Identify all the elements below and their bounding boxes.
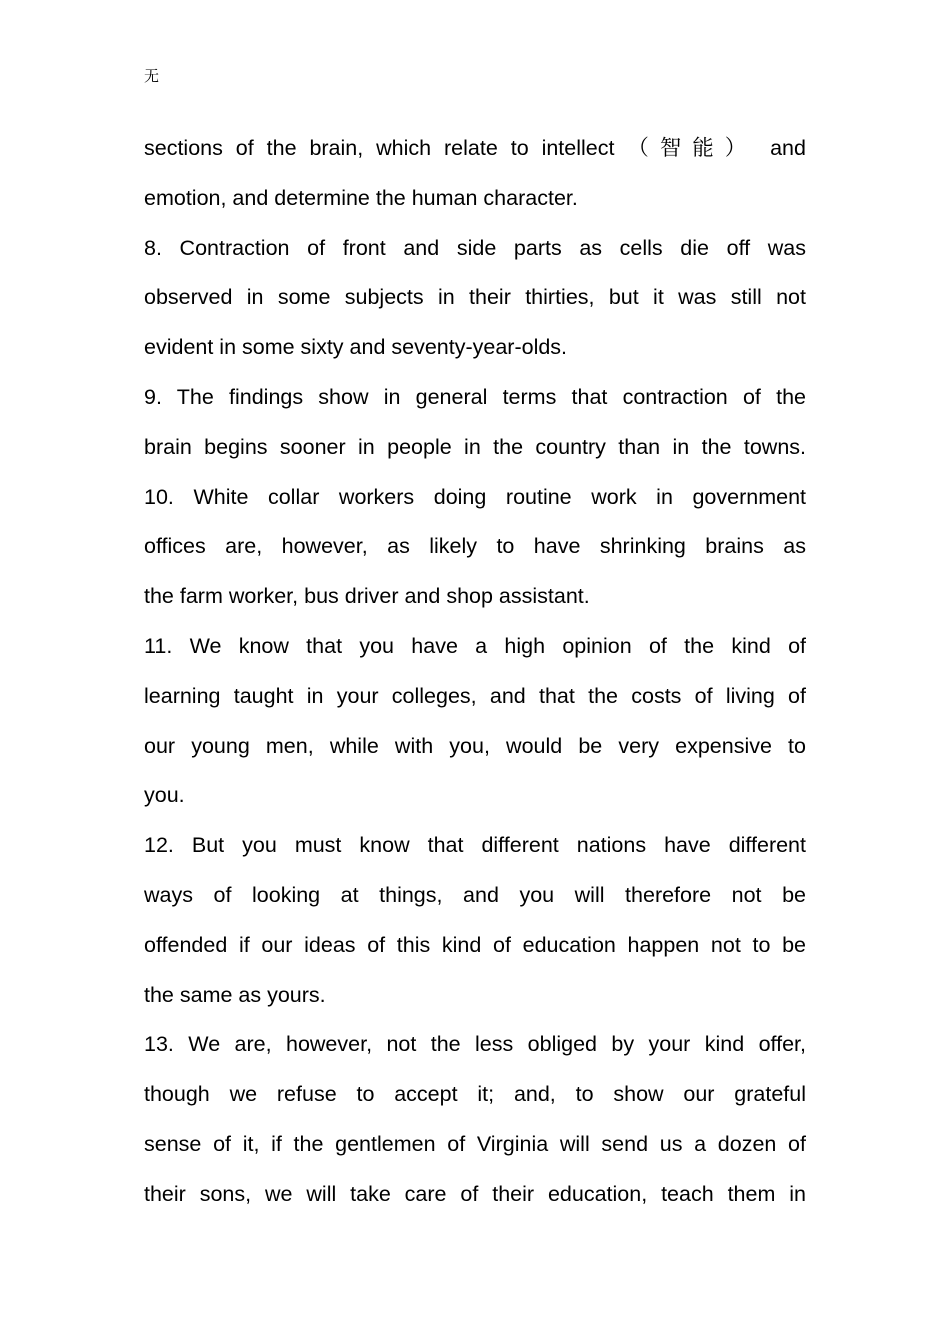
text-line: 13. We are, however, not the less obliged by your kind offer, (144, 1032, 806, 1057)
text-line: evident in some sixty and seventy-year-olds. (144, 335, 568, 360)
text-line-part: sections of the brain, which relate to intellect (144, 136, 615, 160)
text-line (144, 124, 806, 174)
text-line: learning taught in your colleges, and that the costs of living of (144, 683, 806, 708)
text-line: sense of it, if the gentlemen of Virginia will send us a dozen of (144, 1131, 806, 1156)
text-line: 11. We know that you have a high opinion of the kind of (144, 633, 806, 658)
text-line: the farm worker, bus driver and shop assistant. (144, 584, 590, 609)
text-line: 10. White collar workers doing routine work in government (144, 484, 806, 509)
text-line: brain begins sooner in people in the country than in the towns. (144, 434, 806, 459)
text-line: their sons, we will take care of their education, teach them in (144, 1181, 806, 1206)
document-body (144, 124, 806, 1220)
page-header: 无 (144, 67, 160, 85)
text-line-part: and (770, 136, 806, 160)
text-line: ways of looking at things, and you will therefore not be (144, 882, 806, 907)
text-line: the same as yours. (144, 982, 326, 1007)
text-line: 9. The findings show in general terms that contraction of the (144, 384, 806, 409)
text-line: you. (144, 783, 185, 808)
text-line: though we refuse to accept it; and, to show our grateful (144, 1082, 806, 1107)
text-line: offended if our ideas of this kind of education happen not to be (144, 932, 806, 957)
text-line: observed in some subjects in their thirties, but it was still not (144, 285, 806, 310)
text-line: 8. Contraction of front and side parts as cells die off was (144, 235, 806, 260)
chinese-annotation: （智能） (627, 136, 758, 161)
text-line: 12. But you must know that different nations have different (144, 833, 806, 858)
text-line: our young men, while with you, would be very expensive to (144, 733, 806, 758)
text-line: emotion, and determine the human character. (144, 185, 578, 210)
text-line: offices are, however, as likely to have shrinking brains as (144, 534, 806, 559)
